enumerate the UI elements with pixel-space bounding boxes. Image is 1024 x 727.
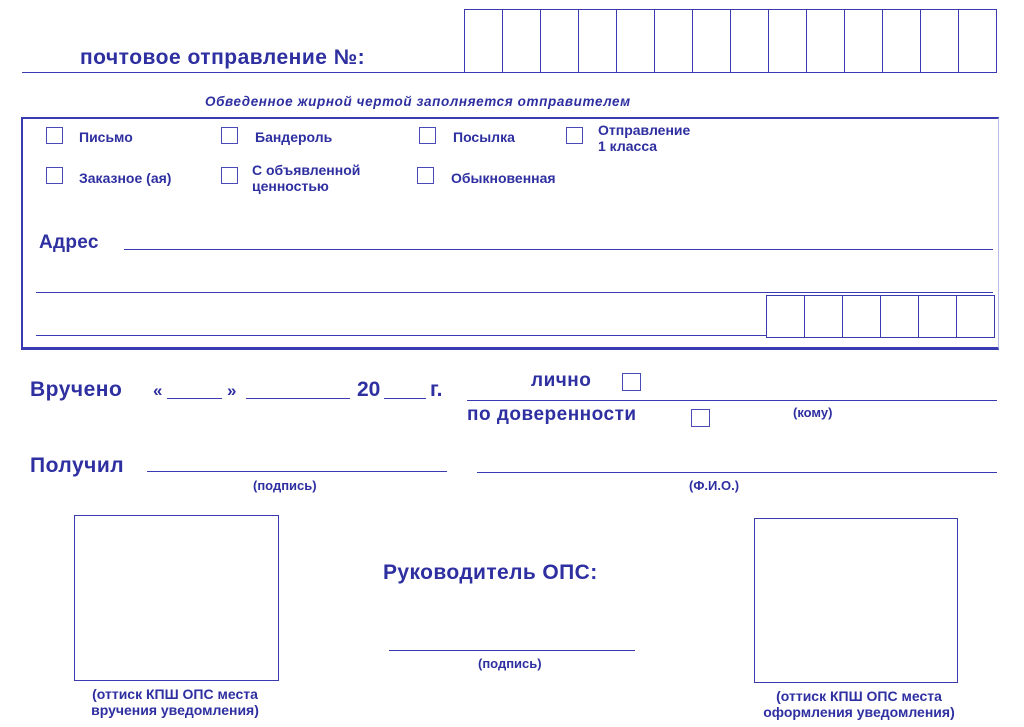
checkbox-first-class[interactable] — [566, 127, 583, 144]
stamp-caption-delivery-1: (оттиск КПШ ОПС места — [92, 686, 258, 702]
postal-index-cell[interactable] — [956, 295, 995, 338]
by-proxy-label: по доверенности — [467, 404, 637, 425]
received-signature-line[interactable] — [147, 471, 447, 472]
checkbox-ordinary[interactable] — [417, 167, 434, 184]
postal-index-cell[interactable] — [842, 295, 881, 338]
checkbox-declared-value[interactable] — [221, 167, 238, 184]
month-field[interactable] — [246, 398, 350, 399]
recipient-line[interactable] — [467, 400, 997, 401]
stamp-caption-delivery-2: вручения уведомления) — [91, 702, 259, 718]
address-line-2[interactable] — [36, 292, 993, 293]
tracking-number-cell[interactable] — [844, 9, 883, 73]
tracking-number-cell[interactable] — [958, 9, 997, 73]
postal-index-cell[interactable] — [918, 295, 957, 338]
checkbox-printed-matter[interactable] — [221, 127, 238, 144]
checkbox-by-proxy[interactable] — [691, 409, 710, 427]
tracking-number-cell[interactable] — [464, 9, 503, 73]
head-signature-line[interactable] — [389, 650, 635, 651]
tracking-number-cell[interactable] — [502, 9, 541, 73]
tracking-number-cell[interactable] — [692, 9, 731, 73]
head-signature-caption: (подпись) — [478, 656, 542, 671]
tracking-number-cell[interactable] — [616, 9, 655, 73]
checkbox-label-first-class-1: Отправление — [598, 122, 691, 138]
address-line-3[interactable] — [36, 335, 766, 336]
stamp-caption-registration-1: (оттиск КПШ ОПС места — [776, 688, 942, 704]
day-field[interactable] — [167, 398, 222, 399]
stamp-box-delivery — [74, 515, 279, 681]
quote-close: » — [227, 381, 237, 400]
address-line-1[interactable] — [124, 249, 993, 250]
title-underline — [22, 72, 464, 73]
checkbox-label-ordinary: Обыкновенная — [451, 170, 556, 186]
stamp-box-registration — [754, 518, 958, 683]
postal-index-cells[interactable] — [766, 295, 995, 338]
checkbox-label-parcel: Посылка — [453, 129, 515, 145]
form-title: почтовое отправление №: — [80, 46, 366, 69]
head-of-office-title: Руководитель ОПС: — [383, 561, 598, 584]
postal-index-cell[interactable] — [766, 295, 805, 338]
checkbox-label-declared-value-2: ценностью — [252, 178, 329, 194]
received-signature-caption: (подпись) — [253, 478, 317, 493]
postal-index-cell[interactable] — [804, 295, 843, 338]
received-fio-caption: (Ф.И.О.) — [689, 478, 740, 493]
tracking-number-cell[interactable] — [540, 9, 579, 73]
instruction-text: Обведенное жирной чертой заполняется отправителем — [205, 94, 631, 109]
year-suffix: г. — [430, 378, 443, 401]
address-label: Адрес — [39, 232, 99, 253]
year-field[interactable] — [384, 398, 426, 399]
checkbox-label-registered: Заказное (ая) — [79, 170, 172, 186]
year-prefix: 20 — [357, 378, 381, 401]
tracking-number-cells[interactable] — [464, 9, 997, 73]
tracking-number-cell[interactable] — [578, 9, 617, 73]
postal-index-cell[interactable] — [880, 295, 919, 338]
quote-open: « — [153, 381, 163, 400]
checkbox-registered[interactable] — [46, 167, 63, 184]
tracking-number-cell[interactable] — [806, 9, 845, 73]
tracking-number-cell[interactable] — [882, 9, 921, 73]
checkbox-letter[interactable] — [46, 127, 63, 144]
tracking-number-cell[interactable] — [920, 9, 959, 73]
checkbox-personally[interactable] — [622, 373, 641, 391]
stamp-caption-registration-2: оформления уведомления) — [763, 704, 955, 720]
checkbox-label-letter: Письмо — [79, 129, 133, 145]
checkbox-label-declared-value-1: С объявленной — [252, 162, 361, 178]
tracking-number-cell[interactable] — [730, 9, 769, 73]
delivered-label: Вручено — [30, 378, 123, 401]
checkbox-label-printed-matter: Бандероль — [255, 129, 333, 145]
received-label: Получил — [30, 454, 125, 477]
checkbox-label-first-class-2: 1 класса — [598, 138, 658, 154]
checkbox-parcel[interactable] — [419, 127, 436, 144]
tracking-number-cell[interactable] — [654, 9, 693, 73]
tracking-number-cell[interactable] — [768, 9, 807, 73]
to-whom-caption: (кому) — [793, 405, 833, 420]
personally-label: лично — [531, 370, 592, 391]
received-fio-line[interactable] — [477, 472, 997, 473]
